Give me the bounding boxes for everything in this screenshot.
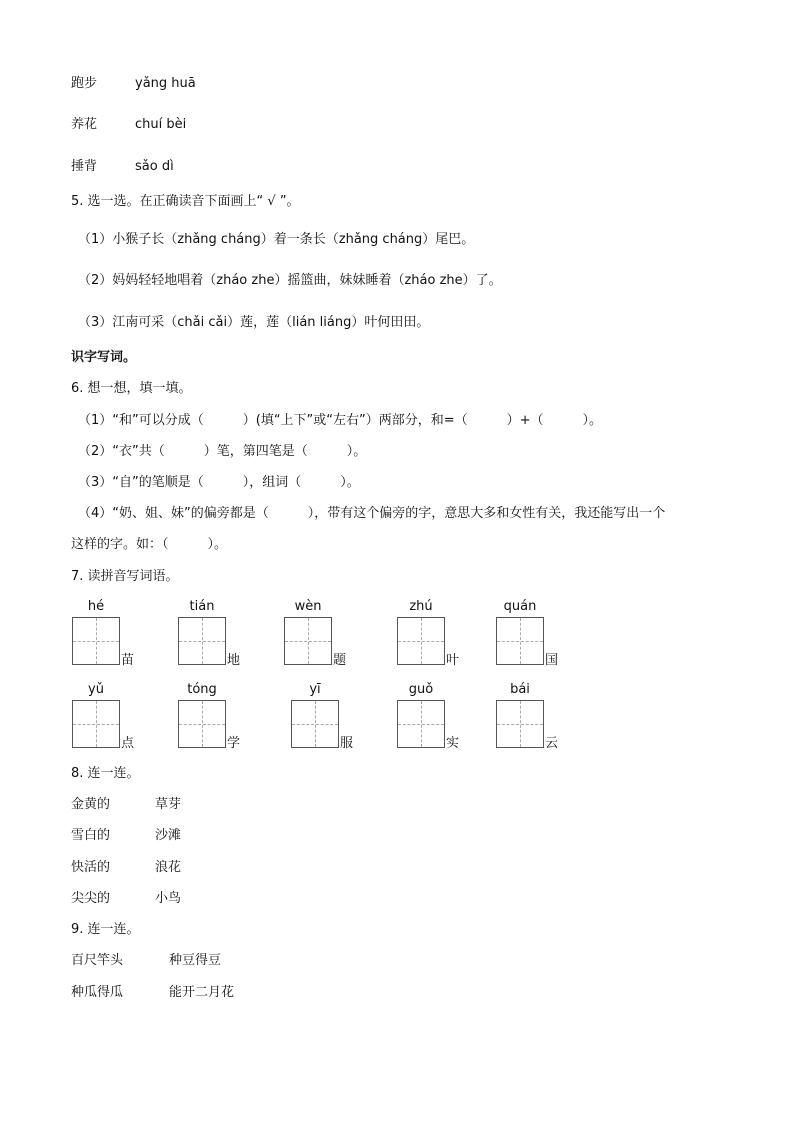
q6-item: （2）“衣”共（ ）笔，第四笔是（ ）。: [78, 444, 367, 459]
match-right[interactable]: 草芽: [155, 797, 182, 812]
q6-item: （3）“自”的笔顺是（ ），组词（ ）。: [78, 475, 360, 490]
match-pinyin: yǎng huā: [135, 76, 196, 91]
word-tail: 实: [446, 736, 460, 751]
match-left[interactable]: 雪白的: [71, 828, 111, 843]
word-tail: 叶: [446, 653, 460, 668]
word-tail: 云: [545, 736, 559, 751]
pinyin-label: yī: [309, 682, 321, 697]
writing-box[interactable]: [496, 617, 544, 665]
pinyin-label: wèn: [294, 599, 322, 614]
match-right[interactable]: 小鸟: [155, 891, 182, 906]
q6-item: 这样的字。如：（ ）。: [71, 537, 228, 552]
word-tail: 苗: [121, 653, 135, 668]
writing-box[interactable]: [72, 617, 120, 665]
match-right[interactable]: 沙滩: [155, 828, 182, 843]
pinyin-label: tián: [189, 599, 215, 614]
writing-box[interactable]: [496, 700, 544, 748]
match-left[interactable]: 金黄的: [71, 797, 111, 812]
q5-item: （1）小猴子长（zhǎng cháng）着一条长（zhǎng cháng）尾巴。: [78, 232, 475, 247]
q6-item: （1）“和”可以分成（ ）(填“上下”或“左右”）两部分，和=（ ）+（ ）。: [78, 413, 603, 428]
writing-box[interactable]: [284, 617, 332, 665]
pinyin-label: bái: [510, 682, 530, 697]
match-pinyin: sǎo dì: [135, 159, 174, 174]
pinyin-label: zhú: [409, 599, 433, 614]
pinyin-label: hé: [87, 599, 105, 614]
match-word: 跑步: [71, 76, 98, 91]
word-tail: 点: [121, 736, 135, 751]
match-left[interactable]: 种瓜得瓜: [71, 985, 124, 1000]
pinyin-label: tóng: [187, 682, 217, 697]
match-right[interactable]: 浪花: [155, 860, 182, 875]
word-tail: 地: [227, 653, 241, 668]
q6-title: 6. 想一想，填一填。: [71, 381, 192, 396]
section-title: 识字写词。: [71, 350, 137, 365]
match-pinyin: chuí bèi: [135, 117, 187, 132]
writing-box[interactable]: [72, 700, 120, 748]
word-tail: 国: [545, 653, 559, 668]
match-right[interactable]: 能开二月花: [169, 985, 235, 1000]
match-left[interactable]: 百尺竿头: [71, 953, 124, 968]
writing-box[interactable]: [178, 617, 226, 665]
pinyin-label: yǔ: [88, 682, 104, 697]
match-left[interactable]: 快活的: [71, 860, 111, 875]
q9-title: 9. 连一连。: [71, 922, 140, 937]
word-tail: 服: [340, 736, 354, 751]
writing-box[interactable]: [397, 617, 445, 665]
writing-box[interactable]: [291, 700, 339, 748]
q5-item: （3）江南可采（chǎi cǎi）莲，莲（lián liáng）叶何田田。: [78, 315, 430, 330]
q5-item: （2）妈妈轻轻地唱着（zháo zhe）摇篮曲，妹妹睡着（zháo zhe）了。: [78, 273, 502, 288]
match-right[interactable]: 种豆得豆: [169, 953, 222, 968]
q5-title: 5. 选一选。在正确读音下面画上“ √ ”。: [71, 194, 300, 209]
word-tail: 题: [333, 653, 347, 668]
q6-item: （4）“奶、姐、妹”的偏旁都是（ ），带有这个偏旁的字，意思大多和女性有关，我还能写出一个: [78, 506, 666, 521]
match-word: 养花: [71, 117, 98, 132]
match-left[interactable]: 尖尖的: [71, 891, 111, 906]
pinyin-label: guǒ: [408, 682, 434, 697]
q8-title: 8. 连一连。: [71, 766, 140, 781]
match-word: 捶背: [71, 159, 98, 174]
pinyin-label: quán: [503, 599, 537, 614]
word-tail: 学: [227, 736, 241, 751]
writing-box[interactable]: [178, 700, 226, 748]
q7-title: 7. 读拼音写词语。: [71, 569, 179, 584]
writing-box[interactable]: [397, 700, 445, 748]
